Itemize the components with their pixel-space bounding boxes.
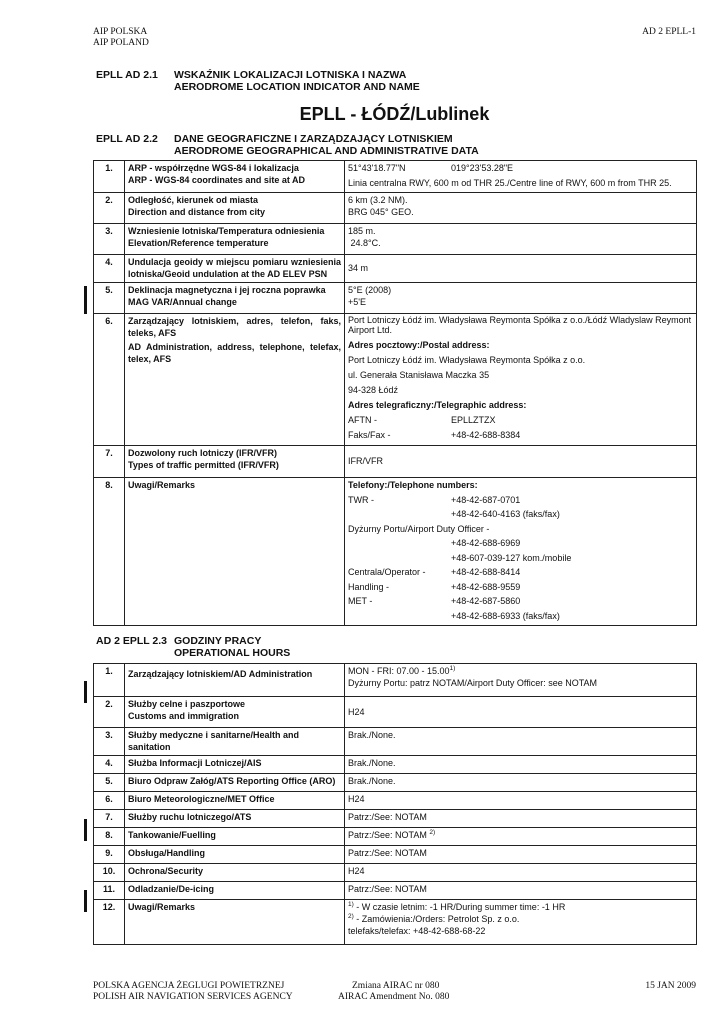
duty-phone: +48-42-688-6969 (451, 538, 521, 548)
row-value (345, 193, 697, 224)
sec22-title (174, 133, 479, 157)
row-label: Służby ruchu lotniczego/ATS (125, 810, 345, 828)
value-text: Patrz:/See: NOTAM (348, 830, 430, 840)
row-label: Służby medyczne i sanitarne/Health and sanitation (125, 728, 345, 756)
value-line: BRG 045° GEO. (348, 207, 414, 217)
row-label: Obsługa/Handling (125, 846, 345, 864)
row-value: Brak./None. (345, 774, 697, 792)
fax-value: +48-42-688-8384 (451, 430, 521, 440)
table-row (94, 756, 697, 774)
handling-key: Handling - (348, 581, 390, 592)
row-number: 4. (94, 255, 125, 283)
row-label: Ochrona/Security (125, 864, 345, 882)
table-row (94, 828, 697, 846)
label-en: Types of traffic permitted (IFR/VFR) (128, 460, 279, 470)
row-number: 8. (94, 828, 125, 846)
row-label (125, 161, 345, 193)
value-line: Dyżurny Portu: patrz NOTAM/Airport Duty Officer: see NOTAM (348, 678, 598, 688)
duty-mobile: +48-607-039-127 kom./mobile (451, 552, 572, 563)
remark-line-3: telefaks/telefax: +48-42-688-68-22 (348, 926, 486, 936)
row-number: 6. (94, 314, 125, 446)
sec22-title-pl: DANE GEOGRAFICZNE I ZARZĄDZAJĄCY LOTNISKIEM (174, 133, 453, 145)
sec21-code: EPLL AD 2.1 (96, 69, 158, 81)
coordinates (348, 162, 693, 174)
table-row (94, 161, 697, 193)
change-bar (84, 286, 87, 314)
aftn-value: EPLLZTZX (451, 415, 496, 425)
table-row (94, 728, 697, 756)
table-row (94, 882, 697, 900)
row-label (125, 446, 345, 478)
value-line: 24.8°C. (348, 238, 381, 248)
aftn-line (348, 414, 693, 426)
footer-agency-en: POLISH AIR NAVIGATION SERVICES AGENCY (93, 992, 293, 1002)
row-label: Uwagi/Remarks (125, 478, 345, 626)
table-row (94, 792, 697, 810)
row-value: Patrz:/See: NOTAM (345, 882, 697, 900)
table-row (94, 478, 697, 626)
met-fax: +48-42-688-6933 (faks/fax) (451, 610, 560, 621)
label-en: AD Administration, address, telephone, telefax, telex, AFS (128, 342, 341, 364)
row-label (125, 314, 345, 446)
table-row (94, 193, 697, 224)
row-label (125, 224, 345, 255)
geo-admin-table (93, 160, 697, 626)
page-title: EPLL - ŁÓDŹ/Lublinek (299, 104, 490, 124)
remark-line-2 (348, 913, 693, 925)
table-row (94, 664, 697, 697)
hours-text: MON - FRI: 07.00 - 15.00 (348, 666, 450, 676)
sec23-title (174, 635, 290, 659)
change-bar (84, 681, 87, 703)
row-value (345, 828, 697, 846)
label-pl: Wzniesienie lotniska/Temperatura odniesienia (128, 226, 325, 236)
table-row (94, 446, 697, 478)
footer-agency-pl: POLSKA AGENCJA ŻEGLUGI POWIETRZNEJ (93, 981, 285, 991)
table-row (94, 224, 697, 255)
row-number: 6. (94, 792, 125, 810)
telegraphic-heading: Adres telegraficzny:/Telegraphic address: (348, 400, 527, 410)
table-row (94, 900, 697, 945)
met-key: MET - (348, 596, 373, 606)
met-phone: +48-42-687-5860 (451, 596, 521, 606)
row-value: Brak./None. (345, 728, 697, 756)
header-aip-polska: AIP POLSKA (93, 27, 148, 37)
handling-phone: +48-42-688-9559 (451, 581, 521, 592)
table-row (94, 283, 697, 314)
label-en: MAG VAR/Annual change (128, 297, 237, 307)
postal-city: 94-328 Łódź (348, 385, 399, 395)
footnote-mark: 1) (348, 901, 354, 908)
postal-heading: Adres pocztowy:/Postal address: (348, 340, 490, 350)
footnote-ref: 1) (449, 665, 456, 672)
row-value (345, 161, 697, 193)
row-number: 11. (94, 882, 125, 900)
row-value (345, 900, 697, 945)
footer-amendment-en: AIRAC Amendment No. 080 (338, 992, 450, 1002)
sec21-title (174, 69, 420, 93)
remark-text: - Zamówienia:/Orders: Petrolot Sp. z o.o. (353, 914, 520, 924)
label-en: ARP - WGS-84 coordinates and site at AD (128, 175, 306, 185)
fax-key: Faks/Fax - (348, 430, 391, 440)
label-en: Direction and distance from city (128, 207, 266, 217)
operator-key: Centrala/Operator - (348, 567, 426, 577)
footer-agency (93, 981, 293, 1003)
table-row (94, 697, 697, 728)
sec23-code: AD 2 EPLL 2.3 (96, 635, 167, 647)
postal-street: ul. Generała Stanisława Maczka 35 (348, 370, 490, 380)
value-line: 5°E (2008) (348, 285, 392, 295)
footer-amendment-pl: Zmiana AIRAC nr 080 (352, 981, 440, 991)
sec23-title-en: OPERATIONAL HOURS (174, 647, 291, 659)
row-number: 9. (94, 846, 125, 864)
row-value (345, 314, 697, 446)
change-bar (84, 890, 87, 912)
label-pl: Deklinacja magnetyczna i jej roczna poprawka (128, 285, 326, 295)
row-value (345, 224, 697, 255)
latitude: 51°43'18.77"N (348, 163, 406, 173)
label-en: Elevation/Reference temperature (128, 238, 269, 248)
row-label: Tankowanie/Fuelling (125, 828, 345, 846)
twr-line (348, 494, 693, 506)
row-value: H24 (345, 792, 697, 810)
row-value: IFR/VFR (345, 446, 697, 478)
row-label (125, 283, 345, 314)
row-label (125, 193, 345, 224)
row-label (125, 697, 345, 728)
value-line: 6 km (3.2 NM). (348, 195, 408, 205)
row-number: 5. (94, 283, 125, 314)
row-value: H24 (345, 697, 697, 728)
row-number: 4. (94, 756, 125, 774)
change-bar (84, 819, 87, 841)
row-number: 1. (94, 161, 125, 193)
sec21-title-pl: WSKAŹNIK LOKALIZACJI LOTNISKA I NAZWA (174, 69, 407, 81)
header-left (93, 27, 149, 49)
label-en: Customs and immigration (128, 711, 240, 721)
handling-line (348, 581, 693, 593)
row-number: 3. (94, 728, 125, 756)
fax-line (348, 429, 693, 441)
table-row (94, 774, 697, 792)
row-label: Służba Informacji Lotniczej/AIS (125, 756, 345, 774)
sec22-code: EPLL AD 2.2 (96, 133, 158, 145)
label-pl: Służby celne i paszportowe (128, 699, 246, 709)
table-row (94, 810, 697, 828)
value-line: +5'E (348, 297, 366, 307)
row-value (345, 664, 697, 697)
sec23-title-pl: GODZINY PRACY (174, 635, 262, 647)
sec21-title-en: AERODROME LOCATION INDICATOR AND NAME (174, 81, 420, 93)
remark-line-1 (348, 901, 693, 913)
row-label: Zarządzający lotniskiem/AD Administration (125, 664, 345, 697)
row-value: 34 m (345, 255, 697, 283)
remark-text: - W czasie letnim: -1 HR/During summer time: -1 HR (353, 902, 566, 912)
twr-key: TWR - (348, 494, 374, 505)
row-value (345, 283, 697, 314)
footnote-ref: 2) (429, 829, 436, 836)
label-pl: Dozwolony ruch lotniczy (IFR/VFR) (128, 448, 277, 458)
row-label: Odladzanie/De-icing (125, 882, 345, 900)
met-line (348, 595, 693, 607)
aftn-key: AFTN - (348, 415, 377, 425)
twr-phone: +48-42-687-0701 (451, 494, 521, 505)
label-pl: ARP - współrzędne WGS-84 i lokalizacja (128, 163, 299, 173)
site-text: Linia centralna RWY, 600 m od THR 25./Centre line of RWY, 600 m from THR 25. (348, 178, 672, 188)
row-number: 8. (94, 478, 125, 626)
table-row (94, 864, 697, 882)
row-value: H24 (345, 864, 697, 882)
header-page-id: AD 2 EPLL-1 (642, 27, 696, 37)
twr-fax: +48-42-640-4163 (faks/fax) (451, 509, 560, 519)
phones-heading: Telefony:/Telephone numbers: (348, 480, 478, 490)
row-value: Brak./None. (345, 756, 697, 774)
operator-phone: +48-42-688-8414 (451, 567, 521, 577)
row-number: 10. (94, 864, 125, 882)
row-number: 7. (94, 810, 125, 828)
duty-officer: Dyżurny Portu/Airport Duty Officer - (348, 523, 490, 534)
row-number: 12. (94, 900, 125, 945)
postal-name: Port Lotniczy Łódź im. Władysława Reymonta Spółka z o.o. (348, 355, 586, 365)
header-aip-poland: AIP POLAND (93, 38, 149, 48)
value-line (348, 665, 693, 677)
value-line: 185 m. (348, 226, 376, 236)
table-row (94, 255, 697, 283)
row-number: 7. (94, 446, 125, 478)
operator-name: Port Lotniczy Łódź im. Władysława Reymonta Spółka z o.o./Łódź Wladyslaw Reymont Airport Ltd. (348, 315, 692, 335)
row-label: Biuro Meteorologiczne/MET Office (125, 792, 345, 810)
footer-amendment (338, 981, 449, 1003)
longitude: 019°23'53.28"E (451, 163, 514, 173)
row-value: Patrz:/See: NOTAM (345, 846, 697, 864)
sec22-title-en: AERODROME GEOGRAPHICAL AND ADMINISTRATIVE DATA (174, 145, 479, 157)
row-value (345, 478, 697, 626)
operational-hours-table (93, 663, 697, 945)
row-number: 5. (94, 774, 125, 792)
footer-date: 15 JAN 2009 (645, 981, 696, 991)
table-row (94, 846, 697, 864)
label-pl: Odległość, kierunek od miasta (128, 195, 259, 205)
table-row (94, 314, 697, 446)
row-value: Patrz:/See: NOTAM (345, 810, 697, 828)
operator-line (348, 566, 693, 578)
row-number: 2. (94, 193, 125, 224)
row-label: Biuro Odpraw Załóg/ATS Reporting Office (ARO) (125, 774, 345, 792)
row-number: 3. (94, 224, 125, 255)
row-number: 2. (94, 697, 125, 728)
row-number: 1. (94, 664, 125, 697)
row-label: Uwagi/Remarks (125, 900, 345, 945)
footnote-mark: 2) (348, 913, 354, 920)
row-label: Undulacja geoidy w miejscu pomiaru wzniesienia lotniska/Geoid undulation at the AD ELEV PSN (125, 255, 345, 283)
label-pl: Zarządzający lotniskiem, adres, telefon, faks, teleks, AFS (128, 316, 341, 338)
